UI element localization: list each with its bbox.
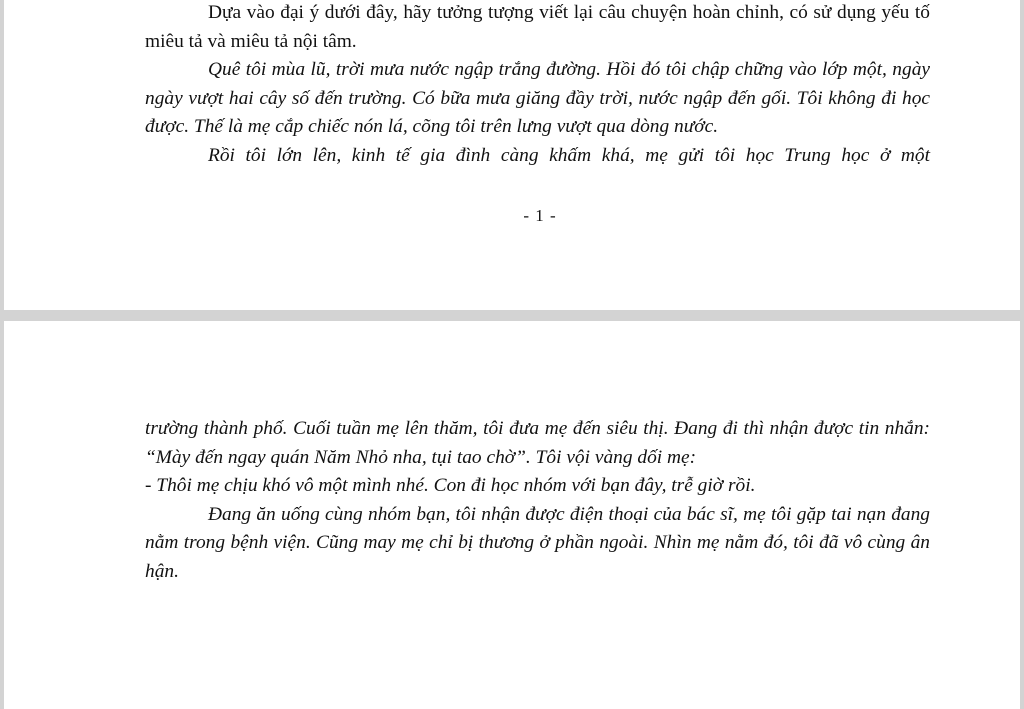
story-dialogue-line: - Thôi mẹ chịu khó vô một mình nhé. Con đi học nhóm với bạn đây, trễ giờ rồi. [145, 475, 756, 496]
document-page-2 [4, 321, 1020, 709]
story-paragraph-accident: Đang ăn uống cùng nhóm bạn, tôi nhận được điện thoại của bác sĩ, mẹ tôi gặp tai nạn đang nằm trong bệnh viện. Cũng may mẹ chỉ bị thương ở phần ngoài. Nhìn mẹ nằm đó, tôi đã vô cùng ân hận. [145, 503, 930, 582]
story-paragraph-flood: Quê tôi mùa lũ, trời mưa nước ngập trắng đường. Hồi đó tôi chập chững vào lớp một, ngày ngày vượt hai cây số đến trường. Có bữa mưa giăng đầy trời, nước ngập đến gối. Tôi không đi học được. Thế là mẹ cắp chiếc nón lá, cõng tôi trên lưng vượt qua dòng nước. [145, 59, 930, 137]
page-2-text-block [145, 415, 930, 586]
document-page-1 [4, 0, 1020, 310]
page-number: - 1 - [523, 206, 557, 225]
page-1-text-block [145, 0, 930, 170]
prompt-paragraph: Dựa vào đại ý dưới đây, hãy tưởng tượng viết lại câu chuyện hoàn chỉnh, có sử dụng yếu tố miêu tả và miêu tả nội tâm. [145, 2, 930, 52]
story-paragraph-grow-up-continued: trường thành phố. Cuối tuần mẹ lên thăm, tôi đưa mẹ đến siêu thị. Đang đi thì nhận được tin nhắn: “Mày đến ngay quán Năm Nhỏ nha, tụi tao chờ”. Tôi vội vàng dối mẹ: [145, 418, 930, 468]
story-paragraph-grow-up-start: Rồi tôi lớn lên, kinh tế gia đình càng khấm khá, mẹ gửi tôi học Trung học ở một [208, 144, 930, 166]
